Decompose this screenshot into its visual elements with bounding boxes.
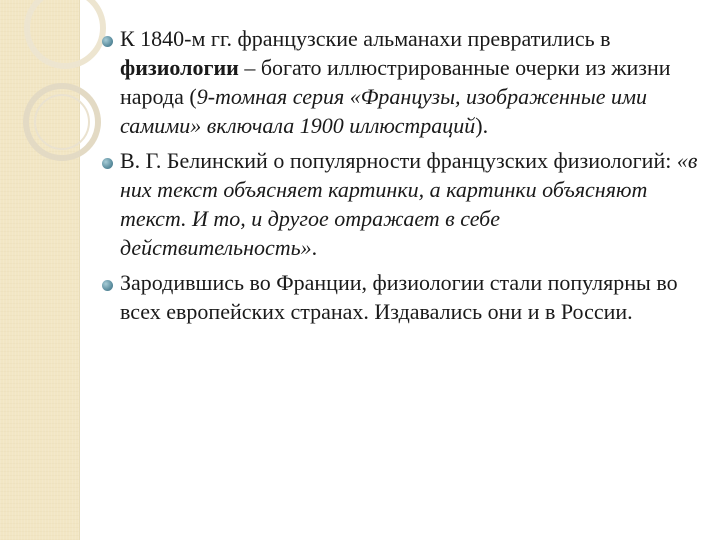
bullet-text: .: [311, 235, 318, 260]
bullet-italic-text: 9-томная серия «Французы, изображенные ими самими» включала 1900 иллюстраций: [120, 84, 648, 138]
bullet-item: [100, 268, 700, 326]
bullet-quote-text: «в них текст объясняет картинки, а картинки объясняют текст. И то, и другое отражает в себе действительность»: [120, 148, 698, 260]
bullet-text: В. Г. Белинский о популярности французских физиологий:: [120, 148, 677, 173]
bullet-item: [100, 24, 700, 140]
decor-ring-inner: [35, 95, 89, 149]
bullet-text: ).: [475, 113, 489, 138]
bullet-text: – богато иллюстрированные очерки из жизни народа (: [120, 55, 671, 109]
bullet-bold-term: физиологии: [120, 55, 239, 80]
bullet-text: К 1840-м гг. французские альманахи превратились в: [120, 26, 611, 51]
bullet-icon: [102, 280, 113, 291]
bullet-item: [100, 146, 700, 262]
decor-ring-top: [27, 0, 103, 66]
bullet-icon: [102, 36, 113, 47]
slide-content: [100, 24, 700, 332]
bullet-icon: [102, 158, 113, 169]
bullet-text: Зародившись во Франции, физиологии стали популярны во всех европейских странах. Издавались они и в России.: [120, 270, 678, 324]
decor-ring-middle: [26, 86, 98, 158]
